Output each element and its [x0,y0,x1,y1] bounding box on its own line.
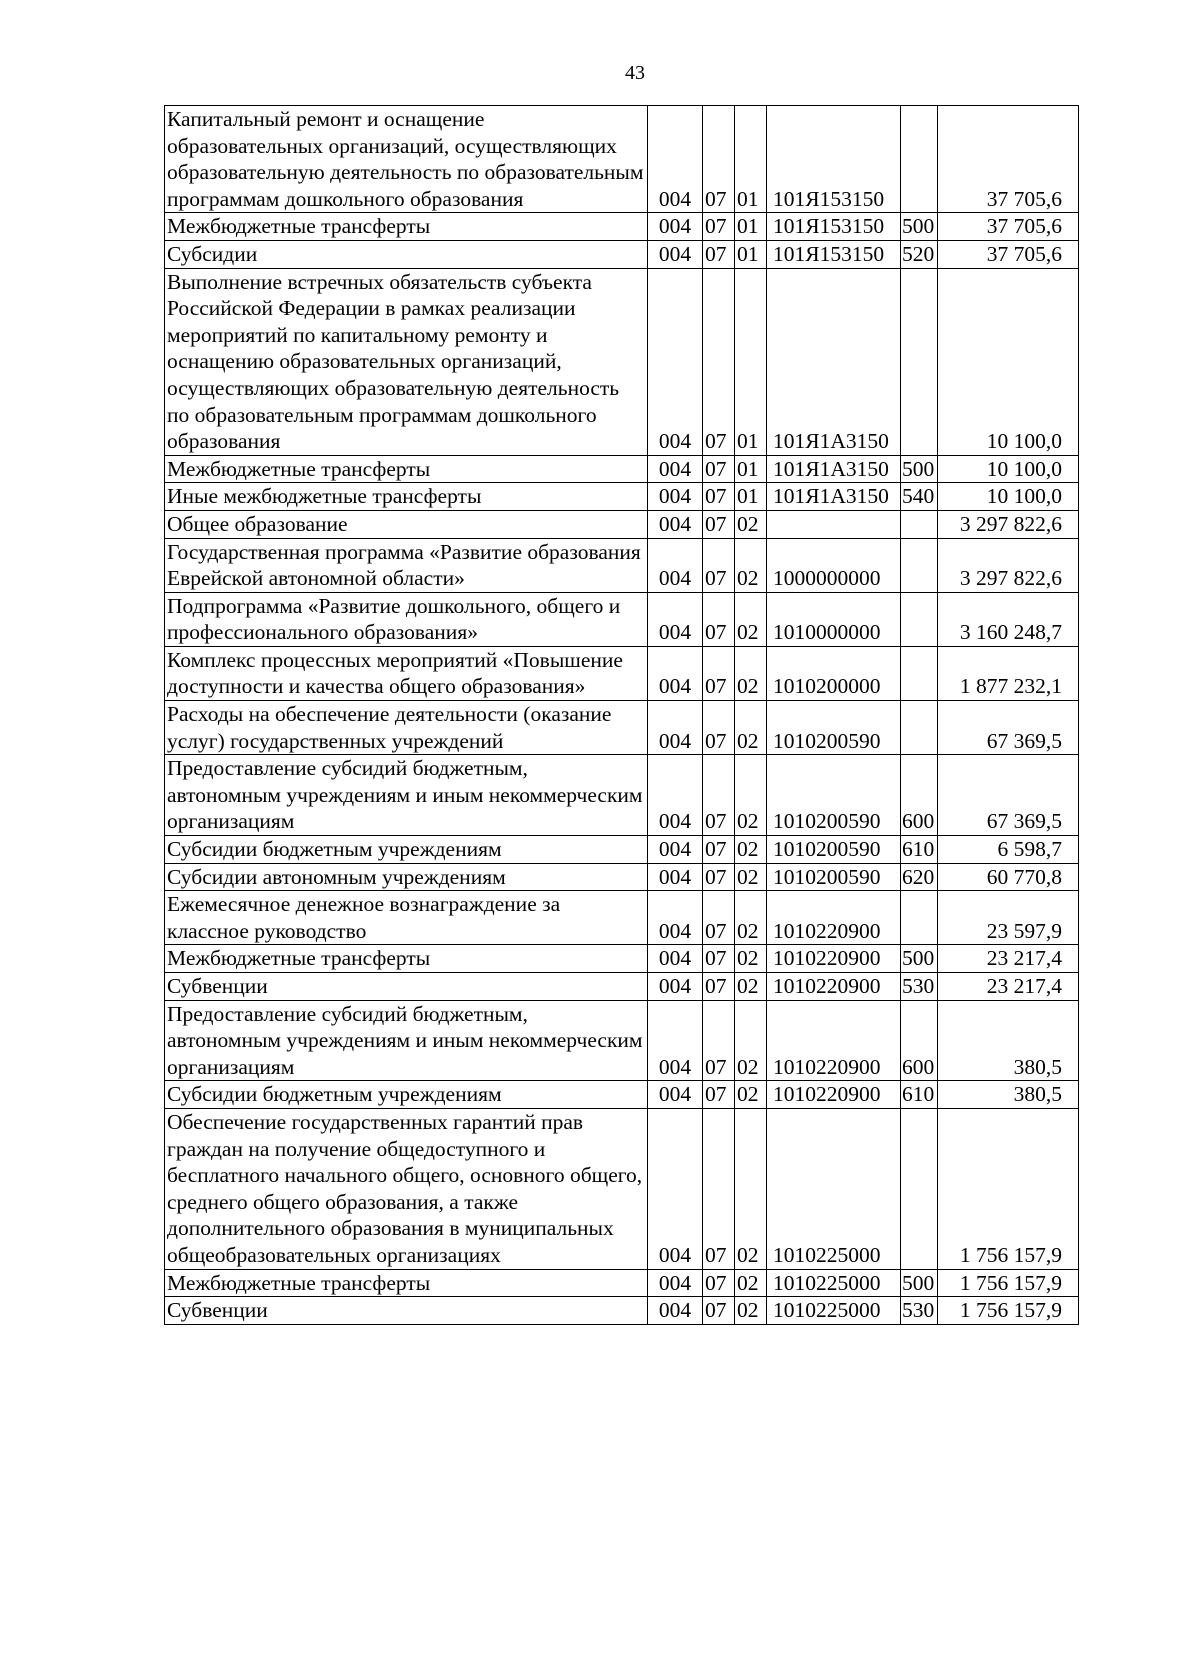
subsection-code-cell: 02 [735,701,767,755]
subsection-code-cell: 01 [735,106,767,213]
ministry-code-cell: 004 [648,973,703,1001]
ministry-code-cell: 004 [648,945,703,973]
ministry-code-cell: 004 [648,646,703,700]
expense-type-code-cell: 500 [901,213,938,241]
section-code-cell: 07 [703,1081,735,1109]
table-row [165,646,1079,700]
amount-cell: 23 217,4 [938,973,1079,1001]
subsection-code-cell: 02 [735,646,767,700]
expense-type-code-cell: 610 [901,836,938,864]
section-code-cell: 07 [703,538,735,592]
target-article-code-cell: 1010220900 [767,973,901,1001]
ministry-code-cell: 004 [648,213,703,241]
subsection-code-cell: 02 [735,1000,767,1081]
subsection-code-cell: 02 [735,836,767,864]
amount-cell: 1 756 157,9 [938,1269,1079,1297]
subsection-code-cell: 02 [735,1297,767,1325]
amount-cell: 1 756 157,9 [938,1297,1079,1325]
expense-type-code-cell [901,701,938,755]
amount-cell: 3 297 822,6 [938,510,1079,538]
amount-cell: 37 705,6 [938,106,1079,213]
expense-type-code-cell: 610 [901,1081,938,1109]
expense-type-code-cell: 540 [901,483,938,511]
section-code-cell: 07 [703,945,735,973]
subsection-code-cell: 02 [735,1269,767,1297]
subsection-code-cell: 02 [735,945,767,973]
amount-cell: 10 100,0 [938,455,1079,483]
amount-cell: 60 770,8 [938,863,1079,891]
amount-cell: 10 100,0 [938,483,1079,511]
section-code-cell: 07 [703,483,735,511]
section-code-cell: 07 [703,973,735,1001]
target-article-code-cell: 1010225000 [767,1108,901,1269]
ministry-code-cell: 004 [648,1081,703,1109]
ministry-code-cell: 004 [648,1297,703,1325]
amount-cell: 3 297 822,6 [938,538,1079,592]
section-code-cell: 07 [703,106,735,213]
subsection-code-cell: 02 [735,1081,767,1109]
subsection-code-cell: 02 [735,592,767,646]
amount-cell: 380,5 [938,1081,1079,1109]
ministry-code-cell: 004 [648,106,703,213]
target-article-code-cell: 1010200590 [767,836,901,864]
expense-type-code-cell: 600 [901,755,938,836]
table-row [165,1081,1079,1109]
expense-name-cell: Выполнение встречных обязательств субъекта Российской Федерации в рамках реализации мероприятий по капитальному ремонту и оснащению образовательных организаций, осуществляющих образовательную деятельность по образовательным программам дошкольного образования [165,268,648,455]
target-article-code-cell: 101Я1А3150 [767,483,901,511]
ministry-code-cell: 004 [648,538,703,592]
amount-cell: 67 369,5 [938,755,1079,836]
expense-type-code-cell: 530 [901,1297,938,1325]
expense-name-cell: Межбюджетные трансферты [165,1269,648,1297]
subsection-code-cell: 01 [735,240,767,268]
expense-type-code-cell [901,891,938,945]
subsection-code-cell: 02 [735,538,767,592]
table-row [165,510,1079,538]
expense-name-cell: Иные межбюджетные трансферты [165,483,648,511]
amount-cell: 6 598,7 [938,836,1079,864]
subsection-code-cell: 01 [735,213,767,241]
page-number: 43 [625,62,645,84]
target-article-code-cell [767,510,901,538]
table-row [165,1297,1079,1325]
expense-name-cell: Межбюджетные трансферты [165,945,648,973]
table-row [165,701,1079,755]
expense-name-cell: Субвенции [165,973,648,1001]
section-code-cell: 07 [703,455,735,483]
target-article-code-cell: 1010200000 [767,646,901,700]
amount-cell: 1 877 232,1 [938,646,1079,700]
expense-type-code-cell [901,646,938,700]
target-article-code-cell: 1010200590 [767,701,901,755]
target-article-code-cell: 101Я153150 [767,213,901,241]
table-row [165,483,1079,511]
budget-table [164,105,1079,1325]
expense-type-code-cell: 600 [901,1000,938,1081]
expense-name-cell: Субсидии бюджетным учреждениям [165,836,648,864]
section-code-cell: 07 [703,1269,735,1297]
subsection-code-cell: 02 [735,891,767,945]
table-row [165,455,1079,483]
section-code-cell: 07 [703,863,735,891]
section-code-cell: 07 [703,755,735,836]
section-code-cell: 07 [703,1000,735,1081]
target-article-code-cell: 1010225000 [767,1269,901,1297]
expense-type-code-cell [901,1108,938,1269]
expense-type-code-cell [901,592,938,646]
expense-name-cell: Субвенции [165,1297,648,1325]
subsection-code-cell: 02 [735,863,767,891]
expense-type-code-cell: 500 [901,945,938,973]
expense-type-code-cell [901,510,938,538]
subsection-code-cell: 02 [735,973,767,1001]
amount-cell: 10 100,0 [938,268,1079,455]
ministry-code-cell: 004 [648,510,703,538]
expense-name-cell: Комплекс процессных мероприятий «Повышение доступности и качества общего образования» [165,646,648,700]
amount-cell: 3 160 248,7 [938,592,1079,646]
section-code-cell: 07 [703,268,735,455]
table-row [165,891,1079,945]
amount-cell: 37 705,6 [938,213,1079,241]
ministry-code-cell: 004 [648,240,703,268]
expense-name-cell: Межбюджетные трансферты [165,213,648,241]
section-code-cell: 07 [703,701,735,755]
target-article-code-cell: 1010220900 [767,891,901,945]
subsection-code-cell: 02 [735,1108,767,1269]
expense-name-cell: Капитальный ремонт и оснащение образовательных организаций, осуществляющих образовательную деятельность по образовательным программам дошкольного образования [165,106,648,213]
ministry-code-cell: 004 [648,455,703,483]
ministry-code-cell: 004 [648,592,703,646]
expense-name-cell: Общее образование [165,510,648,538]
target-article-code-cell: 1010000000 [767,592,901,646]
ministry-code-cell: 004 [648,483,703,511]
subsection-code-cell: 02 [735,510,767,538]
expense-name-cell: Предоставление субсидий бюджетным, автономным учреждениям и иным некоммерческим организациям [165,755,648,836]
table-row [165,213,1079,241]
expense-name-cell: Межбюджетные трансферты [165,455,648,483]
section-code-cell: 07 [703,592,735,646]
expense-name-cell: Субсидии бюджетным учреждениям [165,1081,648,1109]
ministry-code-cell: 004 [648,836,703,864]
expense-type-code-cell: 500 [901,1269,938,1297]
table-row [165,863,1079,891]
expense-name-cell: Подпрограмма «Развитие дошкольного, общего и профессионального образования» [165,592,648,646]
ministry-code-cell: 004 [648,755,703,836]
target-article-code-cell: 101Я1А3150 [767,268,901,455]
target-article-code-cell: 1010220900 [767,1081,901,1109]
table-row [165,1108,1079,1269]
section-code-cell: 07 [703,213,735,241]
table-body [165,106,1079,1325]
subsection-code-cell: 01 [735,268,767,455]
target-article-code-cell: 1010200590 [767,863,901,891]
target-article-code-cell: 101Я153150 [767,106,901,213]
expense-type-code-cell [901,538,938,592]
target-article-code-cell: 1010200590 [767,755,901,836]
section-code-cell: 07 [703,510,735,538]
ministry-code-cell: 004 [648,1269,703,1297]
expense-type-code-cell: 620 [901,863,938,891]
amount-cell: 23 597,9 [938,891,1079,945]
amount-cell: 37 705,6 [938,240,1079,268]
table-row [165,538,1079,592]
table-row [165,836,1079,864]
target-article-code-cell: 1010225000 [767,1297,901,1325]
target-article-code-cell: 1000000000 [767,538,901,592]
ministry-code-cell: 004 [648,1000,703,1081]
amount-cell: 67 369,5 [938,701,1079,755]
table-row [165,973,1079,1001]
subsection-code-cell: 02 [735,755,767,836]
ministry-code-cell: 004 [648,1108,703,1269]
section-code-cell: 07 [703,836,735,864]
amount-cell: 23 217,4 [938,945,1079,973]
table-row [165,1269,1079,1297]
target-article-code-cell: 1010220900 [767,1000,901,1081]
expense-name-cell: Субсидии автономным учреждениям [165,863,648,891]
expense-name-cell: Предоставление субсидий бюджетным, автономным учреждениям и иным некоммерческим организациям [165,1000,648,1081]
subsection-code-cell: 01 [735,483,767,511]
amount-cell: 1 756 157,9 [938,1108,1079,1269]
table-row [165,106,1079,213]
table-row [165,240,1079,268]
subsection-code-cell: 01 [735,455,767,483]
expense-type-code-cell [901,106,938,213]
expense-type-code-cell [901,268,938,455]
ministry-code-cell: 004 [648,268,703,455]
table-row [165,592,1079,646]
expense-name-cell: Субсидии [165,240,648,268]
expense-type-code-cell: 520 [901,240,938,268]
ministry-code-cell: 004 [648,863,703,891]
target-article-code-cell: 101Я153150 [767,240,901,268]
section-code-cell: 07 [703,891,735,945]
section-code-cell: 07 [703,1297,735,1325]
amount-cell: 380,5 [938,1000,1079,1081]
section-code-cell: 07 [703,240,735,268]
expense-name-cell: Ежемесячное денежное вознаграждение за классное руководство [165,891,648,945]
table-row [165,268,1079,455]
table-row [165,755,1079,836]
section-code-cell: 07 [703,646,735,700]
target-article-code-cell: 1010220900 [767,945,901,973]
expense-type-code-cell: 500 [901,455,938,483]
expense-name-cell: Государственная программа «Развитие образования Еврейской автономной области» [165,538,648,592]
expense-name-cell: Расходы на обеспечение деятельности (оказание услуг) государственных учреждений [165,701,648,755]
expense-type-code-cell: 530 [901,973,938,1001]
ministry-code-cell: 004 [648,891,703,945]
table-row [165,945,1079,973]
expense-name-cell: Обеспечение государственных гарантий прав граждан на получение общедоступного и бесплатного начального общего, основного общего, среднего общего образования, а также дополнительного образования в муниципальных общеобразовательных организациях [165,1108,648,1269]
ministry-code-cell: 004 [648,701,703,755]
target-article-code-cell: 101Я1А3150 [767,455,901,483]
table-row [165,1000,1079,1081]
section-code-cell: 07 [703,1108,735,1269]
